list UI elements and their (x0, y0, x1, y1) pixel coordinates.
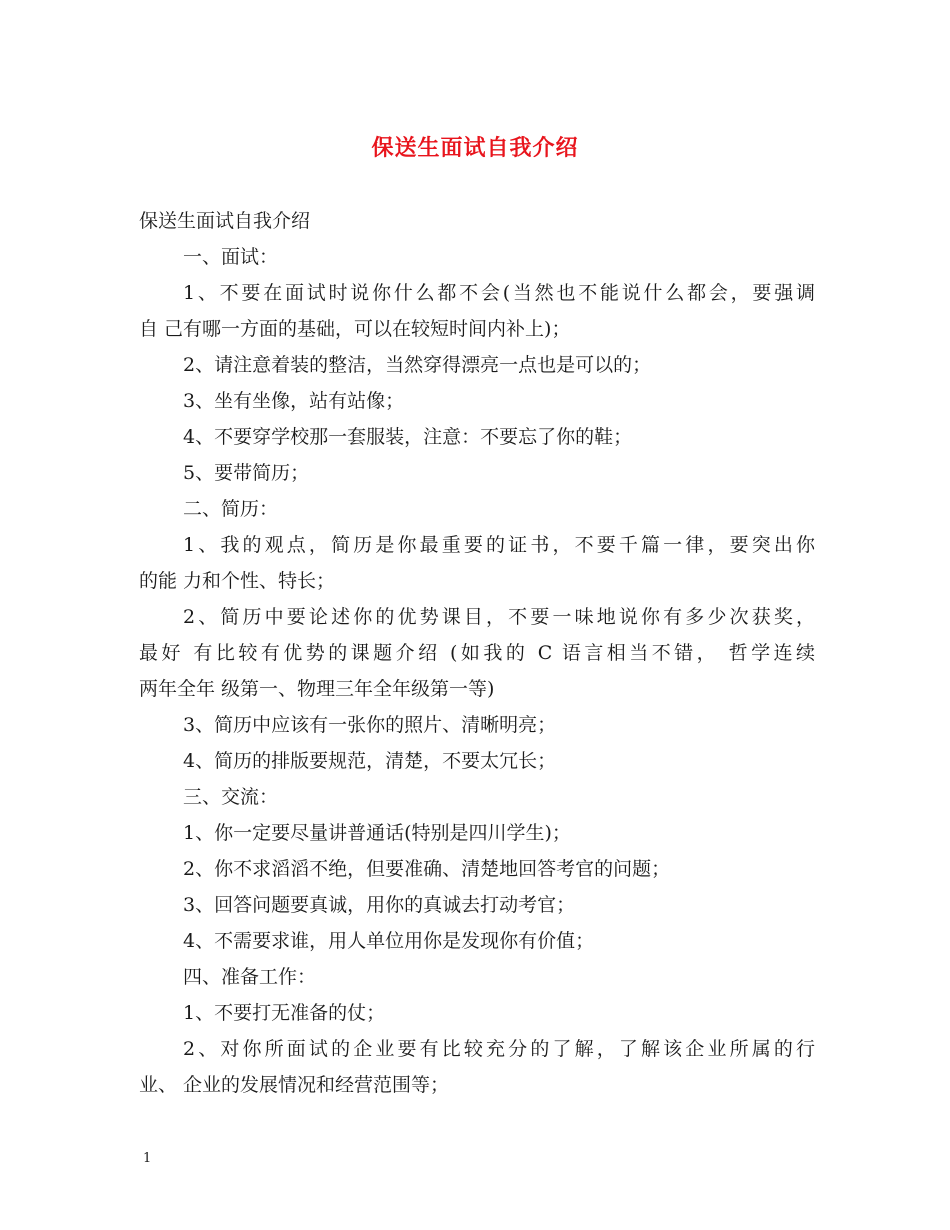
section-heading-interview: 一、面试： (183, 246, 279, 268)
paragraph-line: 4、不需要求谁，用人单位用你是发现你有价值； (183, 930, 595, 952)
document-title: 保送生面试自我介绍 (371, 135, 579, 161)
paragraph-line: 2、你不求滔滔不绝，但要准确、清楚地回答考官的问题； (183, 858, 671, 880)
page-number: 1 (143, 1151, 152, 1166)
section-heading-communication: 三、交流： (183, 786, 279, 808)
paragraph-line: 业、 企业的发展情况和经营范围等； (139, 1074, 450, 1096)
paragraph-line: 最好 有比较有优势的课题介绍 (如我的 C 语言相当不错， 哲学连续 (139, 642, 815, 664)
paragraph-line: 3、简历中应该有一张你的照片、清晰明亮； (183, 714, 557, 736)
paragraph-line: 2、简历中要论述你的优势课目，不要一味地说你有多少次获奖， (183, 606, 815, 628)
paragraph-line: 的能 力和个性、特长； (139, 570, 336, 592)
paragraph-line: 4、不要穿学校那一套服装，注意：不要忘了你的鞋； (183, 426, 633, 448)
paragraph-line: 自 己有哪一方面的基础，可以在较短时间内补上)； (139, 318, 571, 340)
section-heading-resume: 二、简历： (183, 498, 279, 520)
body-heading: 保送生面试自我介绍 (139, 210, 311, 232)
paragraph-line: 2、对你所面试的企业要有比较充分的了解，了解该企业所属的行 (183, 1038, 815, 1060)
section-heading-preparation: 四、准备工作： (183, 966, 317, 988)
paragraph-line: 1、不要在面试时说你什么都不会(当然也不能说什么都会，要强调 (183, 282, 815, 304)
paragraph-line: 3、坐有坐像，站有站像； (183, 390, 405, 412)
paragraph-line: 4、简历的排版要规范，清楚，不要太冗长； (183, 750, 557, 772)
paragraph-line: 1、不要打无准备的仗； (183, 1002, 386, 1024)
paragraph-line: 5、要带简历； (183, 462, 310, 484)
document-body (139, 203, 815, 1103)
paragraph-line: 1、我的观点，简历是你最重要的证书，不要千篇一律，要突出你 (183, 534, 815, 556)
paragraph-line: 3、回答问题要真诚，用你的真诚去打动考官； (183, 894, 576, 916)
paragraph-line: 两年全年 级第一、物理三年全年级第一等) (139, 678, 495, 700)
paragraph-line: 2、请注意着装的整洁，当然穿得漂亮一点也是可以的； (183, 354, 652, 376)
paragraph-line: 1、你一定要尽量讲普通话(特别是四川学生)； (183, 822, 571, 844)
